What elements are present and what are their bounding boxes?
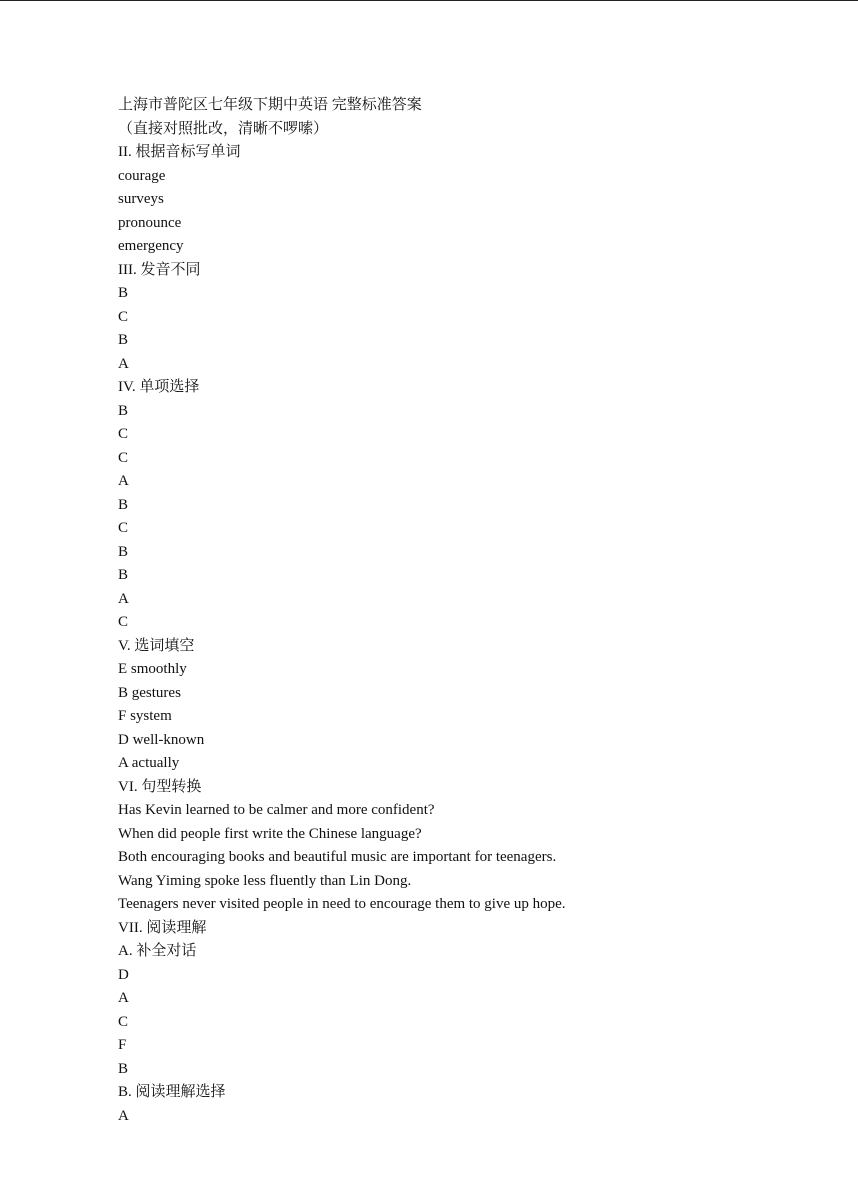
answer-line: F — [118, 1037, 127, 1053]
answer-line: C — [118, 426, 129, 442]
answer-line: A actually — [118, 755, 180, 771]
section-heading-iv: IV. 单项选择 — [118, 379, 200, 395]
answer-line: E smoothly — [118, 661, 187, 677]
answer-line: A — [118, 590, 129, 607]
answer-line: A — [118, 473, 129, 489]
answer-line: C — [118, 1013, 129, 1030]
answer-line: emergency — [118, 238, 184, 254]
answer-document — [118, 94, 838, 1128]
section-heading-iii: III. 发音不同 — [118, 261, 201, 278]
answer-line: C — [118, 449, 129, 466]
answer-line: C — [118, 520, 129, 536]
answer-line: B gestures — [118, 684, 181, 701]
section-heading-vii: VII. 阅读理解 — [118, 919, 207, 936]
answer-line: courage — [118, 167, 166, 184]
answer-line: B — [118, 285, 129, 301]
answer-line: When did people first write the Chinese language? — [118, 825, 422, 842]
answer-line: Both encouraging books and beautiful music are important for teenagers. — [118, 849, 557, 865]
answer-line: A — [118, 355, 129, 372]
answer-line: B — [118, 1060, 129, 1077]
document-title: 上海市普陀区七年级下期中英语 完整标准答案 — [118, 97, 422, 113]
answer-line: pronounce — [118, 214, 182, 231]
answer-line: D — [118, 966, 129, 983]
section-heading-vi: VI. 句型转换 — [118, 778, 202, 795]
answer-line: B — [118, 496, 129, 513]
answer-line: B — [118, 402, 129, 419]
document-subtitle: （直接对照批改，清晰不啰嗦） — [118, 120, 329, 137]
top-border-line — [0, 0, 858, 1]
answer-line: C — [118, 308, 129, 325]
answer-line: D well-known — [118, 731, 205, 748]
answer-line: A — [118, 990, 129, 1006]
answer-line: Wang Yiming spoke less fluently than Lin Dong. — [118, 872, 412, 889]
section-heading-ii: II. 根据音标写单词 — [118, 144, 241, 160]
answer-line: B — [118, 543, 129, 560]
answer-line: B — [118, 332, 129, 348]
answer-line: Teenagers never visited people in need to encourage them to give up hope. — [118, 896, 566, 912]
section-heading-v: V. 选词填空 — [118, 637, 195, 654]
answer-line: C — [118, 614, 129, 630]
subsection-heading-a: A. 补全对话 — [118, 943, 197, 959]
answer-line: Has Kevin learned to be calmer and more confident? — [118, 802, 435, 818]
subsection-heading-b: B. 阅读理解选择 — [118, 1084, 226, 1100]
answer-line: surveys — [118, 191, 164, 207]
answer-line: B — [118, 567, 129, 583]
answer-line: F system — [118, 708, 172, 724]
answer-line: A — [118, 1107, 129, 1124]
